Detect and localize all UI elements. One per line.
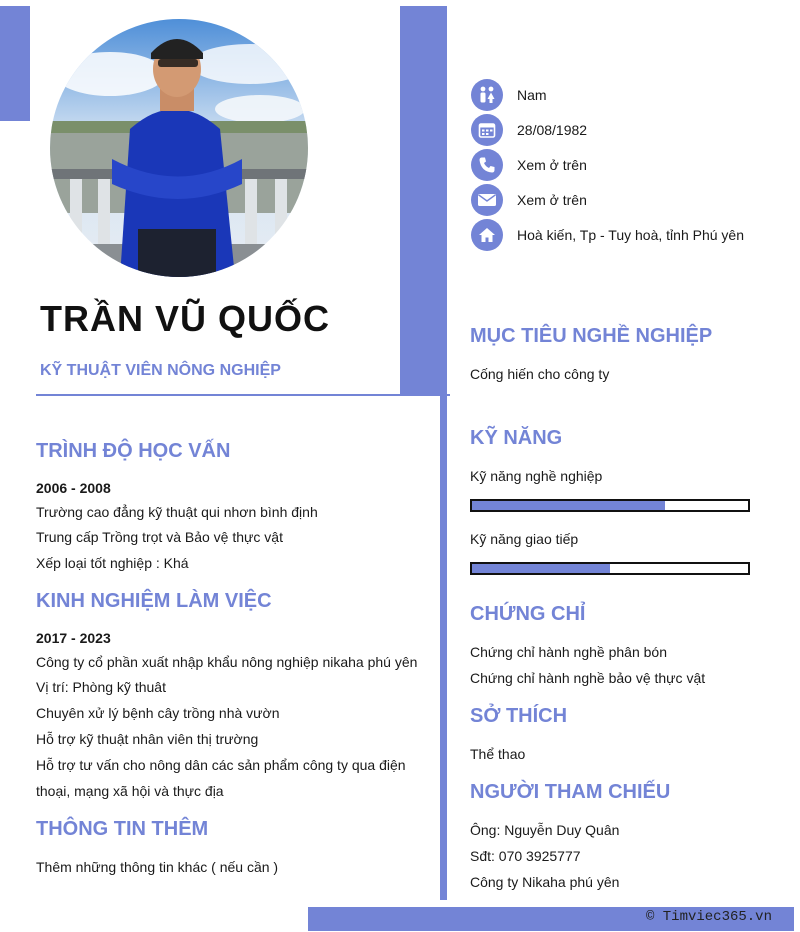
gender-icon — [471, 79, 503, 111]
additional-title: THÔNG TIN THÊM — [36, 818, 209, 840]
education-period: 2006 - 2008 — [36, 480, 111, 496]
objective-line: Cống hiến cho công ty — [470, 366, 610, 382]
experience-line: Công ty cổ phần xuất nhập khẩu nông nghiệp nikaha phú yên — [36, 654, 418, 670]
reference-line: Công ty Nikaha phú yên — [470, 874, 620, 890]
skill-bar — [470, 499, 750, 512]
skill-bar-fill — [472, 501, 665, 510]
footer-copyright: © Timviec365.vn — [645, 909, 772, 925]
candidate-name: TRẦN VŨ QUỐC — [40, 298, 330, 339]
references-title: NGƯỜI THAM CHIẾU — [470, 781, 671, 803]
divider-vertical — [440, 396, 447, 900]
contact-phone-text: Xem ở trên — [517, 157, 587, 173]
experience-line: Chuyên xử lý bệnh cây trồng nhà vườn — [36, 705, 280, 721]
job-title: KỸ THUẬT VIÊN NÔNG NGHIỆP — [40, 362, 281, 379]
contact-address — [471, 219, 744, 251]
avatar — [50, 19, 308, 277]
contact-email-text: Xem ở trên — [517, 192, 587, 208]
hobby-line: Thể thao — [470, 746, 526, 762]
certificate-line: Chứng chỉ hành nghề phân bón — [470, 644, 667, 660]
skill-bar-fill — [472, 564, 610, 573]
contact-gender-text: Nam — [517, 87, 547, 103]
divider-horizontal — [36, 394, 450, 396]
hobbies-title: SỞ THÍCH — [470, 705, 568, 727]
contact-birthdate — [471, 114, 587, 146]
skills-title: KỸ NĂNG — [470, 427, 563, 449]
objective-title: MỤC TIÊU NGHỀ NGHIỆP — [470, 325, 713, 347]
experience-title: KINH NGHIỆM LÀM VIỆC — [36, 590, 272, 612]
email-icon — [471, 184, 503, 216]
education-line: Trung cấp Trồng trọt và Bảo vệ thực vật — [36, 529, 283, 545]
contact-gender — [471, 79, 547, 111]
phone-icon — [471, 149, 503, 181]
education-line: Trường cao đẳng kỹ thuật qui nhơn bình định — [36, 504, 318, 520]
additional-line: Thêm những thông tin khác ( nếu cần ) — [36, 859, 279, 875]
experience-line: Hỗ trợ tư vấn cho nông dân các sản phẩm công ty qua điện — [36, 757, 406, 773]
decorative-bar-vertical — [400, 6, 447, 394]
certificates-title: CHỨNG CHỈ — [470, 603, 586, 625]
contact-address-text: Hoà kiến, Tp - Tuy hoà, tỉnh Phú yên — [517, 227, 744, 243]
contact-birthdate-text: 28/08/1982 — [517, 122, 588, 138]
skill-label: Kỹ năng nghề nghiệp — [470, 468, 603, 484]
experience-line: Vị trí: Phòng kỹ thuât — [36, 679, 166, 695]
reference-line: Ông: Nguyễn Duy Quân — [470, 822, 620, 838]
experience-line: Hỗ trợ kỹ thuật nhân viên thị trường — [36, 731, 259, 747]
calendar-icon — [471, 114, 503, 146]
contact-email — [471, 184, 587, 216]
skill-bar — [470, 562, 750, 575]
skill-label: Kỹ năng giao tiếp — [470, 531, 579, 547]
decorative-bar-top-left — [0, 6, 30, 121]
education-title: TRÌNH ĐỘ HỌC VẤN — [36, 440, 231, 462]
education-line: Xếp loại tốt nghiệp : Khá — [36, 555, 189, 571]
contact-phone — [471, 149, 587, 181]
certificate-line: Chứng chỉ hành nghề bảo vệ thực vật — [470, 670, 706, 686]
experience-line: thoại, mạng xã hội và thực địa — [36, 783, 224, 799]
experience-period: 2017 - 2023 — [36, 630, 111, 646]
home-icon — [471, 219, 503, 251]
reference-line: Sđt: 070 3925777 — [470, 848, 581, 864]
